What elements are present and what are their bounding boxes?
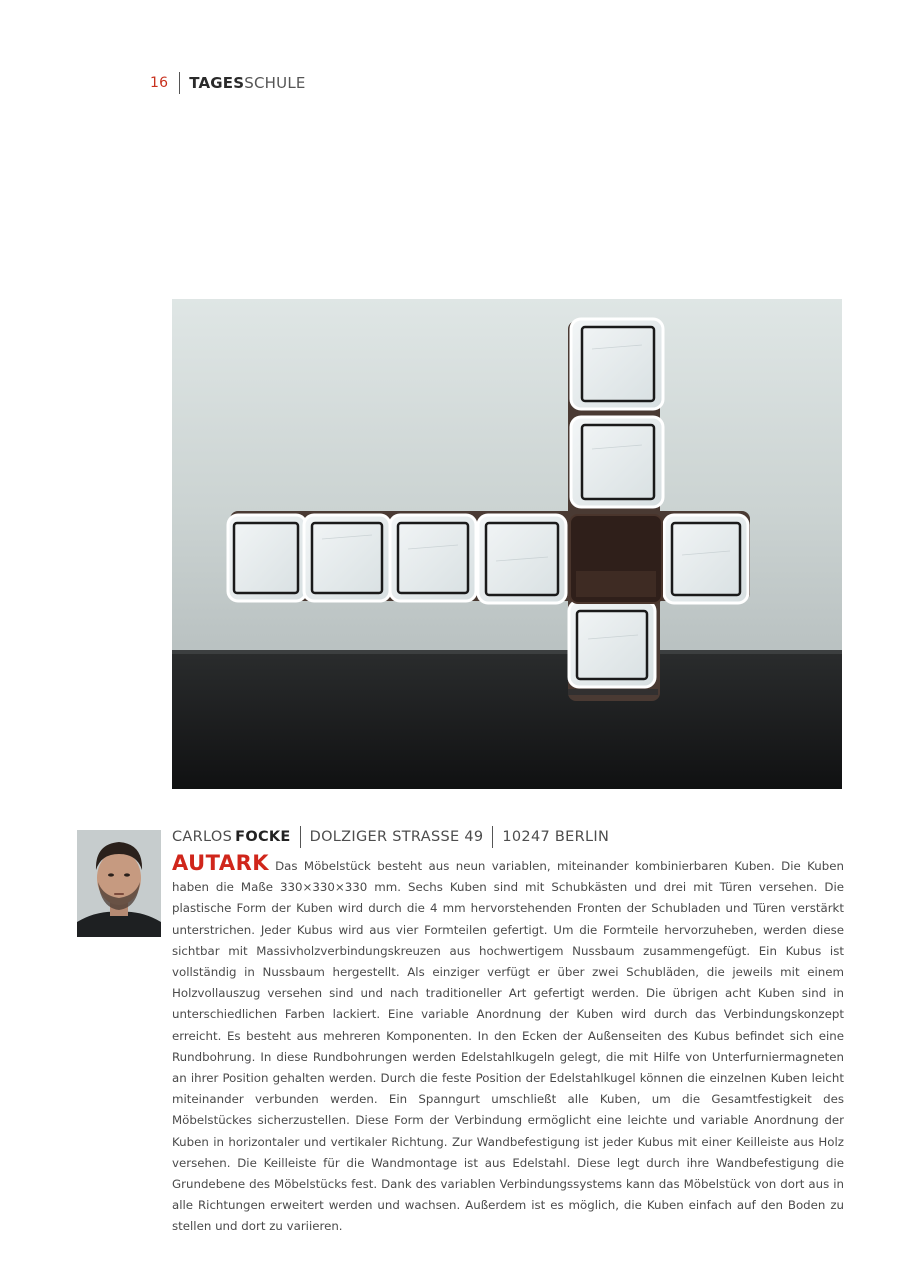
header-title-bold: TAGES [189, 74, 245, 92]
designer-city: 10247 BERLIN [502, 829, 610, 845]
furniture-cubes-photo [172, 299, 842, 789]
designer-divider [300, 826, 301, 848]
project-title: AUTARK [172, 851, 270, 875]
designer-line [172, 826, 609, 848]
designer-divider [492, 826, 493, 848]
header-title-light: SCHULE [244, 74, 306, 92]
page-number: 16 [150, 75, 169, 91]
page-header [150, 72, 306, 94]
designer-portrait [77, 830, 161, 937]
designer-first-name: CARLOS [172, 829, 233, 845]
project-description: Das Möbelstück besteht aus neun variablen, miteinander kombinierbaren Kuben. Die Kuben haben die Maße 330×330×330 mm. Sechs Kuben sind mit Schubkästen und drei mit Türen versehen. Die plastische Form der Kuben wird durch die 4 mm hervorstehenden Fronten der Schubladen und Türen verstärkt unterstrichen. Jeder Kubus wird aus vier Formteilen gefertigt. Um die Formteile hervorzuheben, werden diese sichtbar mit Massivholzverbindungskreuzen aus hochwertigem Nussbaum zusammengefügt. Ein Kubus ist vollständig in Nussbaum hergestellt. Als einziger verfügt er über zwei Schubläden, die jeweils mit einem Holzvollauszug versehen sind und nach traditioneller Art gefertigt werden. Die übrigen acht Kuben sind in unterschiedlichen Farben lackiert. Eine variable Anordnung der Kuben wird durch das Verbindungskonzept erreicht. Es besteht aus mehreren Komponenten. In den Ecken der Außenseiten des Kubus befindet sich eine Rundbohrung. In diese Rundbohrungen werden Edelstahlkugeln gelegt, die mit Hilfe von Unterfurniermagneten an ihrer Position gehalten werden. Durch die feste Position der Edelstahlkugel können die einzelnen Kuben leicht miteinander verbunden werden. Ein Spanngurt umschließt alle Kuben, um die Gesamtfestigkeit des Möbelstückes sicherzustellen. Diese Form der Verbindung ermöglicht eine leichte und variable Anordnung der Kuben in horizontaler und vertikaler Richtung. Zur Wandbefestigung ist jeder Kubus mit einer Keilleiste aus Holz versehen. Die Keilleiste für die Wandmontage ist aus Edelstahl. Diese legt durch ihre Wandbefestigung die Grundebene des Möbelstücks fest. Dank des variablen Verbindungssystems kann das Möbelstück von dort aus in alle Richtungen erweitert werden und wachsen. Außerdem ist es möglich, die Kuben einfach auf den Boden zu stellen und dort zu variieren. [172, 859, 844, 1234]
designer-last-name: FOCKE [235, 829, 291, 845]
project-text [172, 853, 844, 1238]
designer-street: DOLZIGER STRASSE 49 [309, 829, 484, 845]
header-divider [179, 72, 180, 94]
